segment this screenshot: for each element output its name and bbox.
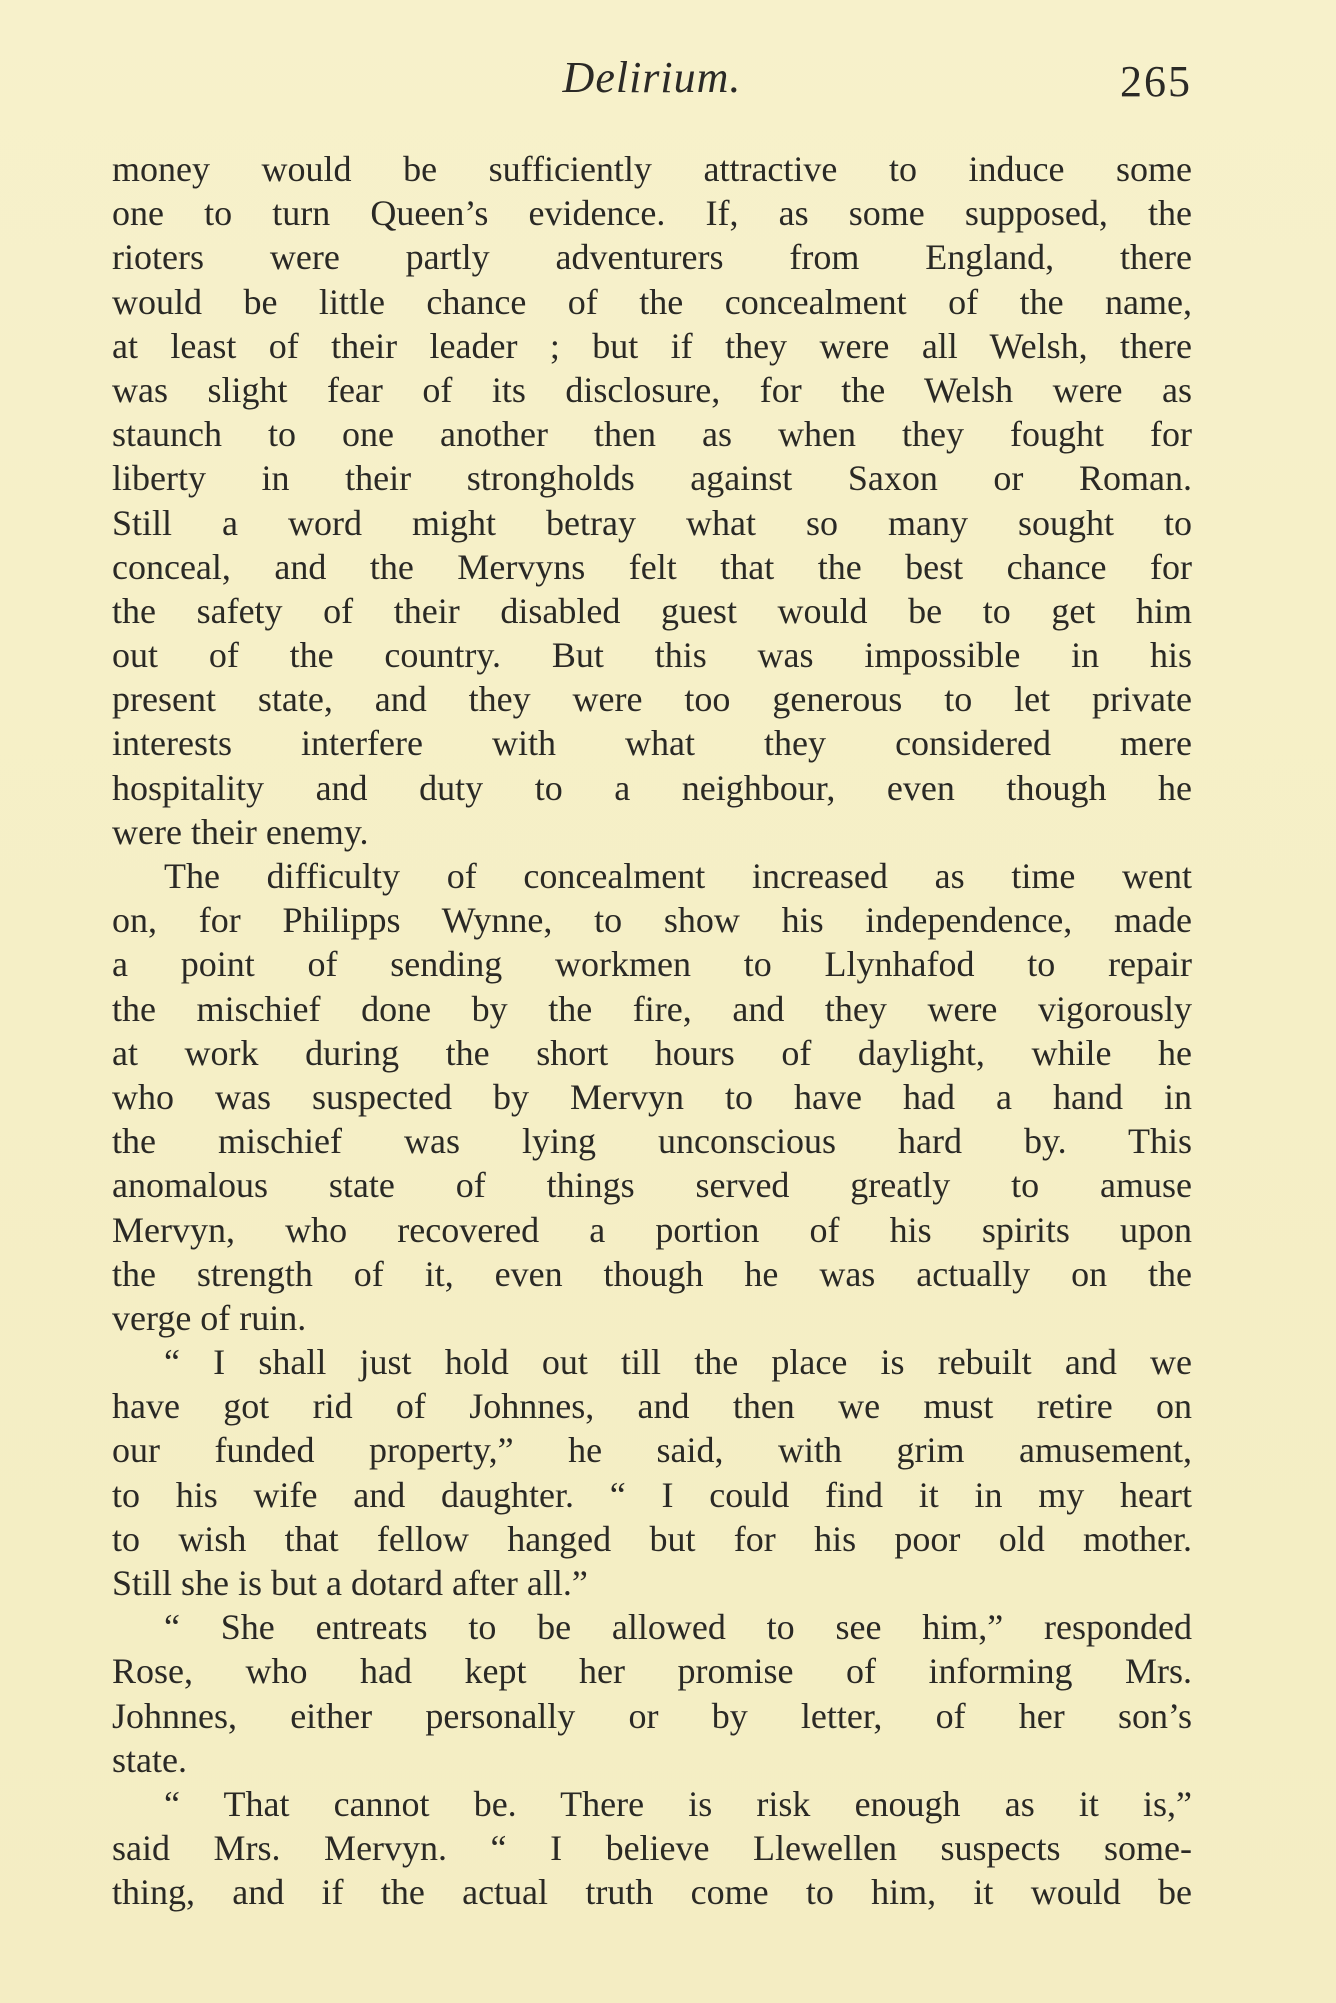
page-header xyxy=(112,52,1192,112)
text-line: conceal, and the Mervyns felt that the best chance for xyxy=(112,546,1192,587)
text-line: money would be sufficiently attractive to induce some xyxy=(112,149,1192,189)
text-line: the mischief done by the fire, and they were vigorously xyxy=(112,988,1192,1029)
text-line: Johnnes, either personally or by letter, of her son’s xyxy=(112,1695,1192,1736)
text-line: the mischief was lying unconscious hard by. This xyxy=(112,1121,1192,1162)
body-text xyxy=(112,147,1192,1915)
text-line: liberty in their strongholds against Saxon or Roman. xyxy=(112,458,1192,499)
text-line: “ She entreats to be allowed to see him,” responded xyxy=(164,1607,1192,1648)
page-number: 265 xyxy=(1120,57,1192,106)
text-line: one to turn Queen’s evidence. If, as some supposed, the xyxy=(112,193,1192,234)
text-line: verge of ruin. xyxy=(112,1297,307,1338)
text-line: have got rid of Johnnes, and then we must retire on xyxy=(112,1386,1192,1427)
text-line: on, for Philipps Wynne, to show his independence, made xyxy=(112,900,1192,941)
text-line: out of the country. But this was impossible in his xyxy=(112,635,1192,676)
text-line: Rose, who had kept her promise of informing Mrs. xyxy=(112,1651,1192,1692)
text-line: to his wife and daughter. “ I could find it in my heart xyxy=(112,1474,1192,1515)
text-line: hospitality and duty to a neighbour, even though he xyxy=(112,767,1192,808)
text-line: at least of their leader ; but if they were all Welsh, there xyxy=(112,325,1192,366)
text-line: was slight fear of its disclosure, for the Welsh were as xyxy=(112,369,1192,410)
text-line: state. xyxy=(112,1739,187,1780)
text-line: anomalous state of things served greatly to amuse xyxy=(112,1165,1192,1206)
text-line: the strength of it, even though he was actually on the xyxy=(112,1253,1192,1294)
text-line: the safety of their disabled guest would be to get him xyxy=(112,590,1192,631)
text-line: interests interfere with what they considered mere xyxy=(112,723,1192,764)
running-title: Delirium. xyxy=(562,53,742,102)
text-line: to wish that fellow hanged but for his poor old mother. xyxy=(112,1518,1192,1559)
text-line: The difficulty of concealment increased as time went xyxy=(164,856,1192,896)
text-line: Still she is but a dotard after all.” xyxy=(112,1563,588,1603)
text-line: Mervyn, who recovered a portion of his spirits upon xyxy=(112,1209,1192,1250)
text-line: rioters were partly adventurers from England, there xyxy=(112,237,1192,278)
text-line: would be little chance of the concealment of the name, xyxy=(112,281,1192,322)
text-line: “ I shall just hold out till the place is rebuilt and we xyxy=(164,1342,1192,1383)
text-line: said Mrs. Mervyn. “ I believe Llewellen suspects some- xyxy=(112,1828,1192,1869)
text-line: Still a word might betray what so many sought to xyxy=(112,502,1192,543)
text-line: staunch to one another then as when they fought for xyxy=(112,414,1192,455)
text-line: at work during the short hours of daylight, while he xyxy=(112,1032,1192,1073)
text-line: thing, and if the actual truth come to him, it would be xyxy=(112,1872,1192,1913)
text-line: who was suspected by Mervyn to have had a hand in xyxy=(112,1076,1192,1117)
text-line: our funded property,” he said, with grim amusement, xyxy=(112,1430,1192,1471)
text-line: present state, and they were too generous to let private xyxy=(112,679,1192,720)
text-line: were their enemy. xyxy=(112,811,369,852)
text-line: “ That cannot be. There is risk enough as it is,” xyxy=(164,1783,1192,1824)
text-line: a point of sending workmen to Llynhafod to repair xyxy=(112,944,1192,985)
